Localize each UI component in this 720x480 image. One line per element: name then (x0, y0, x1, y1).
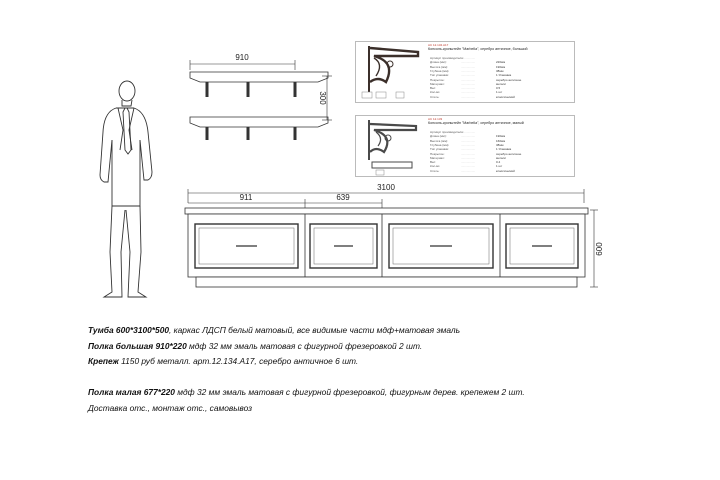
dim-shelf-height: 300 (318, 91, 327, 105)
catalog-row-label: Высота (мм): (430, 64, 449, 69)
spec-line-fasteners (88, 357, 358, 365)
catalog-row-label: Материал: (430, 155, 445, 160)
catalog-row-leader: ................. (461, 134, 476, 139)
catalog-row-value: 38мм (496, 142, 504, 147)
catalog-row-label: Глубина (мм): (430, 142, 450, 147)
catalog-row-value: 0.5 (496, 86, 501, 91)
catalog-row-value: классический (496, 94, 515, 99)
catalog-row-leader: ................. (461, 151, 476, 156)
catalog-row-value: 160мм (496, 138, 506, 143)
catalog-title: Консоль-кронштейн "Marbella", серебро античное, большой (428, 47, 528, 51)
spec-line-cabinet (88, 326, 460, 334)
wall-shelves (190, 60, 332, 140)
catalog-row-label: Покрытие: (430, 77, 445, 82)
catalog-code: AC 12.133 (428, 117, 443, 121)
bracket-catalog-card-large (355, 41, 575, 103)
catalog-row-value: классический (496, 168, 515, 173)
spec-line-fasteners-body: 1150 руб металл. арт.12.134.A17, серебро античное 6 шт. (118, 356, 359, 366)
catalog-row-leader: ................. (461, 147, 476, 152)
catalog-row-leader: ................. (461, 86, 476, 91)
catalog-row-label: Длина (мм): (430, 60, 447, 65)
catalog-row-leader: ................. (461, 90, 476, 95)
spec-line-small-shelf-body: мдф 32 мм эмаль матовая с фигурной фрезеровкой, фигурным дерев. крепежем 2 шт. (174, 387, 525, 397)
spec-line-small-shelf (88, 388, 525, 396)
catalog-row-value: 38мм (496, 68, 504, 73)
catalog-row-label: Вес: (430, 160, 437, 165)
catalog-row-label: Глубина (мм): (430, 68, 450, 73)
catalog-row-value: серебро античное (496, 77, 522, 82)
catalog-row-leader: ................. (461, 160, 476, 165)
catalog-row-label: Покрытие: (430, 151, 445, 156)
spec-line-small-shelf-title: Полка малая 677*220 (88, 387, 175, 397)
bracket-large-icon (356, 42, 426, 103)
dim-shelf-width: 910 (235, 53, 249, 62)
catalog-row-label: Вес: (430, 86, 437, 91)
catalog-row-leader: ................. (461, 142, 476, 147)
catalog-row-leader: ................. (461, 168, 476, 173)
catalog-row-leader: ................. (461, 164, 476, 169)
catalog-row-value: 0.4 (496, 160, 501, 165)
catalog-row-leader: ................. (461, 130, 476, 134)
catalog-row-value: 220мм (496, 60, 506, 65)
spec-line-large-shelf-title: Полка большая 910*220 (88, 341, 187, 351)
dim-section-left: 911 (239, 193, 253, 202)
spec-line-delivery (88, 404, 252, 412)
spec-line-fasteners-title: Крепеж (88, 356, 119, 366)
spec-line-large-shelf (88, 342, 422, 350)
catalog-row-label: Стиль: (430, 94, 440, 99)
spec-line-delivery-body: Доставка отс., монтаж отс., самовывоз (88, 403, 253, 413)
catalog-row-label: Высота (мм): (430, 138, 449, 143)
catalog-row-label: Кол-во: (430, 164, 441, 169)
catalog-row-leader: ................. (461, 68, 476, 73)
catalog-row-value: 190мм (496, 64, 506, 69)
catalog-row-leader: ................. (461, 155, 476, 160)
catalog-row-value: 1 Упаковка (496, 73, 512, 78)
cabinet (185, 189, 598, 287)
catalog-row-value: металл (496, 81, 507, 86)
catalog-row-leader: ................. (461, 94, 476, 99)
catalog-row-leader: ................. (461, 64, 476, 69)
human-figure (100, 81, 152, 297)
catalog-row-value: 1 шт (496, 90, 503, 95)
catalog-row-value: металл (496, 155, 507, 160)
catalog-row-label: Тип упаковки: (430, 147, 450, 152)
catalog-row-value: 1 шт (496, 164, 503, 169)
catalog-row-label: Артикул производителя: (430, 56, 464, 60)
catalog-row-value: серебро античное (496, 151, 522, 156)
dim-section-mid: 639 (336, 193, 350, 202)
spec-line-cabinet-title: Тумба 600*3100*500 (88, 325, 170, 335)
catalog-row-label: Стиль: (430, 168, 440, 173)
catalog-row-value: 190мм (496, 134, 506, 139)
catalog-row-value: 1 Упаковка (496, 147, 512, 152)
catalog-row-leader: ................. (461, 60, 476, 65)
spec-line-large-shelf-body: мдф 32 мм эмаль матовая с фигурной фрезеровкой 2 шт. (186, 341, 423, 351)
dim-cabinet-height: 600 (595, 242, 604, 256)
catalog-title: Консоль-кронштейн "Marbella", серебро античное, малый (428, 121, 524, 125)
catalog-row-leader: ................. (461, 77, 476, 82)
catalog-row-label: Материал: (430, 81, 445, 86)
spec-line-cabinet-body: , каркас ЛДСП белый матовый, все видимые части мдф+матовая эмаль (169, 325, 461, 335)
catalog-code: AC 12.134.A17 (428, 43, 449, 47)
catalog-row-label: Тип упаковки: (430, 73, 450, 78)
bracket-catalog-card-small (355, 115, 575, 177)
bracket-small-icon (356, 116, 426, 177)
catalog-row-leader: ................. (461, 73, 476, 78)
catalog-row-label: Артикул производителя: (430, 130, 464, 134)
catalog-row-leader: ................. (461, 138, 476, 143)
catalog-row-label: Длина (мм): (430, 134, 447, 139)
catalog-row-leader: ................. (461, 56, 476, 60)
catalog-row-label: Кол-во: (430, 90, 441, 95)
catalog-row-leader: ................. (461, 81, 476, 86)
dim-total-width: 3100 (377, 183, 395, 192)
